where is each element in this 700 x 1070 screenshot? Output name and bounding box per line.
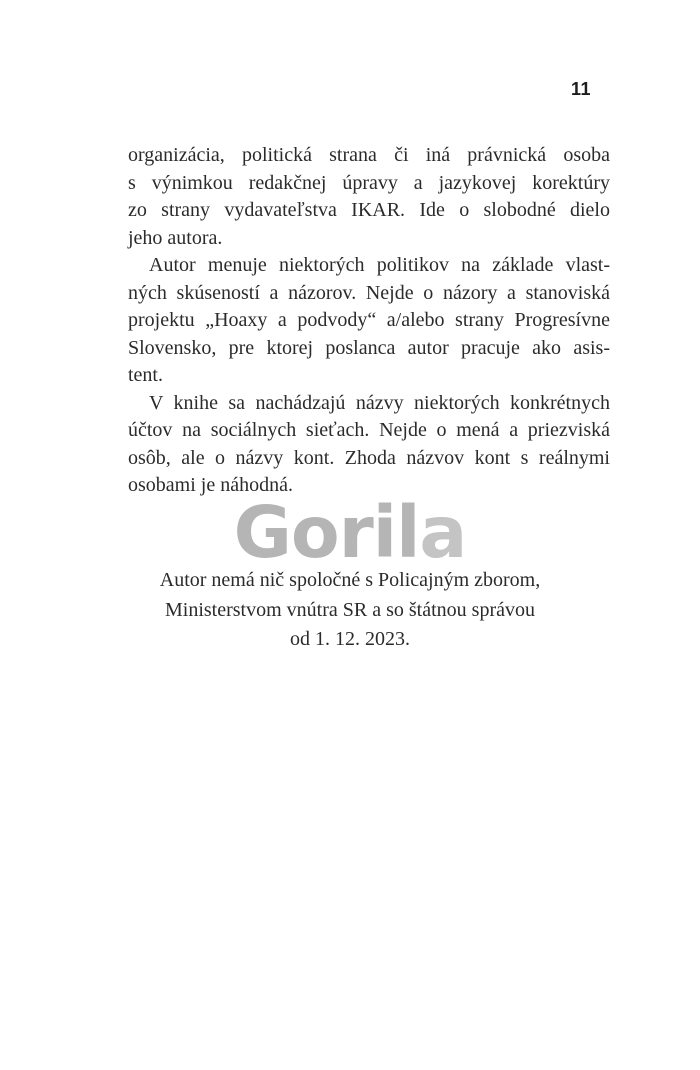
text-line: organizácia, politická strana či iná právnická osoba — [128, 144, 610, 166]
disclaimer-line: Ministerstvom vnútra SR a so štátnou správou — [165, 598, 535, 621]
page-number: 11 — [571, 79, 592, 99]
text-line: s výnimkou redakčnej úpravy a jazykovej korektúry — [128, 171, 610, 194]
text-line: Slovensko, pre ktorej poslanca autor pracuje ako asis- — [128, 336, 610, 359]
text-line: Autor menuje niektorých politikov na základe vlast- — [149, 254, 610, 276]
disclaimer-line: od 1. 12. 2023. — [290, 628, 410, 650]
text-line: osobami je náhodná. — [128, 474, 293, 496]
text-line: účtov na sociálnych sieťach. Nejde o mená a priezviská — [128, 419, 610, 441]
text-line: osôb, ale o názvy kont. Zhoda názvov kont s reálnymi — [128, 446, 610, 469]
text-line: ných skúseností a názorov. Nejde o názory a stanoviská — [128, 281, 610, 304]
text-line: jeho autora. — [128, 226, 223, 249]
watermark-text-accent: a — [419, 491, 467, 574]
text-line: tent. — [128, 364, 163, 386]
disclaimer-text — [0, 566, 700, 655]
watermark-text-main: Goril — [233, 491, 420, 574]
text-line: zo strany vydavateľstva IKAR. Ide o slobodné dielo — [128, 199, 610, 221]
text-line: projektu „Hoaxy a podvody“ a/alebo strany Progresívne — [128, 309, 610, 331]
disclaimer-line: Autor nemá nič spoločné s Policajným zborom, — [159, 569, 541, 591]
gorila-watermark — [0, 491, 700, 574]
body-text — [128, 142, 610, 500]
text-line: V knihe sa nachádzajú názvy niektorých konkrétnych — [149, 391, 610, 414]
